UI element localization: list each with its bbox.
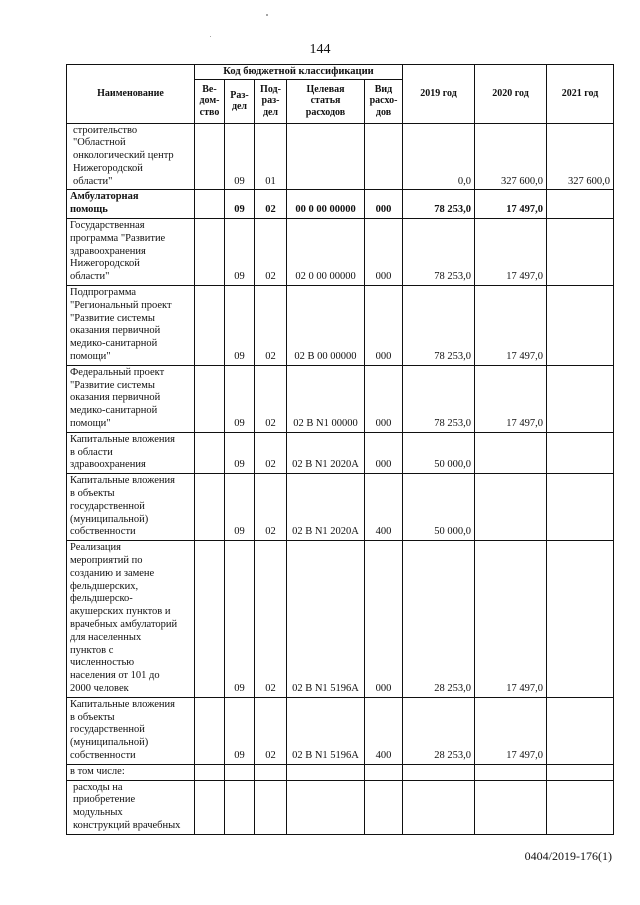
cell-2019 xyxy=(403,764,475,780)
cell-2020 xyxy=(475,432,547,473)
header-2020: 2020 год xyxy=(475,65,547,124)
cell-podrazdel: 02 xyxy=(255,432,287,473)
cell-2019: 78 253,0 xyxy=(403,286,475,366)
cell-tselevaya-statya: 02 В N1 5196А xyxy=(287,697,365,764)
cell-vid-raskhodov: 000 xyxy=(365,190,403,219)
cell-tselevaya-statya: 02 В N1 2020А xyxy=(287,474,365,541)
cell-tselevaya-statya: 02 В 00 00000 xyxy=(287,286,365,366)
cell-2020 xyxy=(475,764,547,780)
table-row xyxy=(67,764,614,780)
cell-vid-raskhodov: 400 xyxy=(365,474,403,541)
cell-vedomstvo xyxy=(195,780,225,834)
table-body xyxy=(67,123,614,834)
cell-tselevaya-statya: 02 0 00 00000 xyxy=(287,219,365,286)
cell-tselevaya-statya xyxy=(287,780,365,834)
cell-2021 xyxy=(547,190,614,219)
cell-name: Подпрограмма "Региональный проект "Развитие системы оказания первичной медико-санитарной помощи" xyxy=(67,286,195,366)
cell-2020: 17 497,0 xyxy=(475,697,547,764)
cell-2019: 0,0 xyxy=(403,123,475,190)
cell-vid-raskhodov xyxy=(365,764,403,780)
cell-razdel: 09 xyxy=(225,365,255,432)
cell-name: Амбулаторная помощь xyxy=(67,190,195,219)
cell-2020 xyxy=(475,780,547,834)
cell-name: строительство "Областной онкологический центр Нижегородской области" xyxy=(67,123,195,190)
table-row xyxy=(67,190,614,219)
table-row xyxy=(67,780,614,834)
cell-2020: 17 497,0 xyxy=(475,190,547,219)
cell-podrazdel xyxy=(255,780,287,834)
cell-vedomstvo xyxy=(195,365,225,432)
cell-podrazdel: 02 xyxy=(255,474,287,541)
cell-2019: 78 253,0 xyxy=(403,190,475,219)
cell-razdel: 09 xyxy=(225,219,255,286)
cell-vid-raskhodov: 000 xyxy=(365,365,403,432)
cell-podrazdel: 02 xyxy=(255,190,287,219)
cell-name: расходы на приобретение модульных конструкций врачебных xyxy=(67,780,195,834)
cell-podrazdel: 02 xyxy=(255,697,287,764)
cell-razdel xyxy=(225,764,255,780)
cell-name: в том числе: xyxy=(67,764,195,780)
cell-razdel: 09 xyxy=(225,474,255,541)
cell-vedomstvo xyxy=(195,764,225,780)
scan-speck xyxy=(266,14,268,16)
cell-vedomstvo xyxy=(195,541,225,698)
cell-2021: 327 600,0 xyxy=(547,123,614,190)
cell-2019: 78 253,0 xyxy=(403,219,475,286)
cell-name: Реализация мероприятий по созданию и замене фельдшерских, фельдшерско- акушерских пунктов и врачебных амбулаторий для населенных пунктов с численностью населения от 101 до 2000 человек xyxy=(67,541,195,698)
header-razdel: Раз- дел xyxy=(225,79,255,123)
cell-2020: 17 497,0 xyxy=(475,219,547,286)
cell-vid-raskhodov: 000 xyxy=(365,432,403,473)
header-vedomstvo: Ве- дом- ство xyxy=(195,79,225,123)
header-tselevaya-statya: Целевая статья расходов xyxy=(287,79,365,123)
cell-podrazdel: 02 xyxy=(255,286,287,366)
cell-2020: 17 497,0 xyxy=(475,365,547,432)
table-row xyxy=(67,697,614,764)
cell-2021 xyxy=(547,474,614,541)
cell-vedomstvo xyxy=(195,474,225,541)
cell-vedomstvo xyxy=(195,432,225,473)
header-budget-classification: Код бюджетной классификации xyxy=(195,65,403,80)
cell-razdel xyxy=(225,780,255,834)
cell-razdel: 09 xyxy=(225,432,255,473)
cell-2020 xyxy=(475,474,547,541)
cell-vedomstvo xyxy=(195,286,225,366)
table-row xyxy=(67,541,614,698)
cell-name: Государственная программа "Развитие здравоохранения Нижегородской области" xyxy=(67,219,195,286)
cell-razdel: 09 xyxy=(225,190,255,219)
cell-2020: 327 600,0 xyxy=(475,123,547,190)
cell-razdel: 09 xyxy=(225,697,255,764)
cell-2019 xyxy=(403,780,475,834)
cell-tselevaya-statya xyxy=(287,764,365,780)
cell-podrazdel: 01 xyxy=(255,123,287,190)
header-2021: 2021 год xyxy=(547,65,614,124)
cell-vedomstvo xyxy=(195,123,225,190)
cell-2021 xyxy=(547,764,614,780)
cell-2021 xyxy=(547,541,614,698)
cell-vid-raskhodov: 000 xyxy=(365,541,403,698)
scan-speck xyxy=(210,36,211,37)
cell-tselevaya-statya: 02 В N1 5196А xyxy=(287,541,365,698)
cell-name: Капитальные вложения в области здравоохранения xyxy=(67,432,195,473)
cell-2019: 28 253,0 xyxy=(403,541,475,698)
cell-vid-raskhodov: 000 xyxy=(365,286,403,366)
cell-name: Капитальные вложения в объекты государственной (муниципальной) собственности xyxy=(67,474,195,541)
cell-razdel: 09 xyxy=(225,541,255,698)
header-vid-raskhodov: Вид расхо- дов xyxy=(365,79,403,123)
cell-tselevaya-statya xyxy=(287,123,365,190)
cell-2019: 78 253,0 xyxy=(403,365,475,432)
table-row xyxy=(67,219,614,286)
cell-2019: 50 000,0 xyxy=(403,474,475,541)
cell-2021 xyxy=(547,219,614,286)
cell-vid-raskhodov: 400 xyxy=(365,697,403,764)
budget-table xyxy=(66,64,614,835)
cell-vedomstvo xyxy=(195,697,225,764)
header-2019: 2019 год xyxy=(403,65,475,124)
cell-vid-raskhodov xyxy=(365,780,403,834)
cell-tselevaya-statya: 02 В N1 2020А xyxy=(287,432,365,473)
cell-2021 xyxy=(547,286,614,366)
table-row xyxy=(67,123,614,190)
cell-2019: 50 000,0 xyxy=(403,432,475,473)
cell-2021 xyxy=(547,365,614,432)
cell-podrazdel: 02 xyxy=(255,541,287,698)
cell-vid-raskhodov xyxy=(365,123,403,190)
cell-tselevaya-statya: 00 0 00 00000 xyxy=(287,190,365,219)
document-code: 0404/2019-176(1) xyxy=(524,849,612,863)
cell-name: Капитальные вложения в объекты государственной (муниципальной) собственности xyxy=(67,697,195,764)
cell-tselevaya-statya: 02 В N1 00000 xyxy=(287,365,365,432)
cell-podrazdel: 02 xyxy=(255,365,287,432)
cell-name: Федеральный проект "Развитие системы оказания первичной медико-санитарной помощи" xyxy=(67,365,195,432)
table-row xyxy=(67,286,614,366)
cell-2021 xyxy=(547,780,614,834)
table-row xyxy=(67,365,614,432)
cell-2021 xyxy=(547,432,614,473)
cell-podrazdel xyxy=(255,764,287,780)
cell-podrazdel: 02 xyxy=(255,219,287,286)
header-podrazdel: Под- раз- дел xyxy=(255,79,287,123)
cell-2019: 28 253,0 xyxy=(403,697,475,764)
cell-razdel: 09 xyxy=(225,286,255,366)
cell-vedomstvo xyxy=(195,219,225,286)
table-row xyxy=(67,432,614,473)
cell-vid-raskhodov: 000 xyxy=(365,219,403,286)
cell-2020: 17 497,0 xyxy=(475,541,547,698)
page-number: 144 xyxy=(309,42,331,57)
cell-razdel: 09 xyxy=(225,123,255,190)
header-name: Наименование xyxy=(67,65,195,124)
cell-2021 xyxy=(547,697,614,764)
cell-2020: 17 497,0 xyxy=(475,286,547,366)
table-row xyxy=(67,474,614,541)
cell-vedomstvo xyxy=(195,190,225,219)
